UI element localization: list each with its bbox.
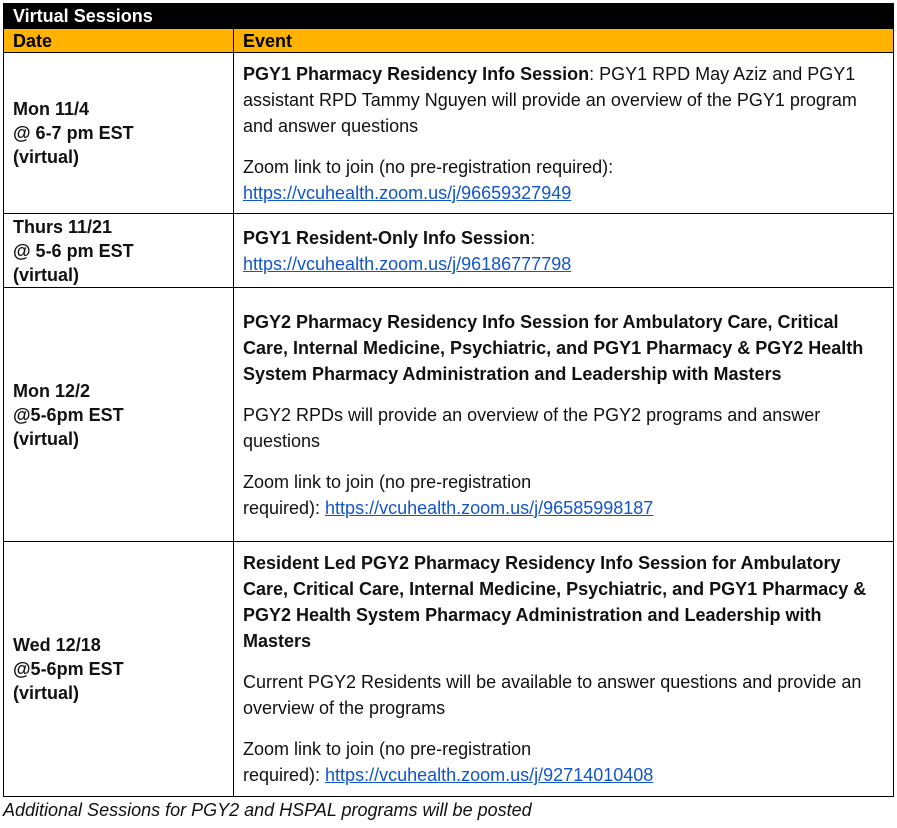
date-column-header: Date — [4, 29, 234, 53]
session-date: Mon 11/4 @ 6-7 pm EST (virtual) — [4, 53, 234, 214]
zoom-label: Zoom link to join (no pre-registration — [243, 471, 532, 492]
table-title: Virtual Sessions — [4, 4, 894, 29]
table-row — [4, 542, 894, 797]
event-column-header: Event — [234, 29, 894, 53]
zoom-label: Zoom link to join (no pre-registration — [243, 739, 532, 759]
table-title-row — [4, 4, 894, 29]
sessions-document — [3, 3, 893, 821]
session-date: Thurs 11/21 @ 5-6 pm EST (virtual) — [4, 214, 234, 288]
zoom-link[interactable]: https://vcuhealth.zoom.us/j/92714010408 — [325, 765, 654, 785]
table-row — [4, 288, 894, 542]
session-event: PGY1 Resident-Only Info Session: https://vcuhealth.zoom.us/j/96186777798 — [234, 214, 894, 288]
session-date: Mon 12/2 @5-6pm EST (virtual) — [4, 288, 234, 542]
table-row — [4, 214, 894, 288]
zoom-link[interactable]: https://vcuhealth.zoom.us/j/96186777798 — [243, 253, 572, 274]
session-title: PGY1 Resident-Only Info Session — [243, 227, 531, 248]
session-title: Resident Led PGY2 Pharmacy Residency Info Session for Ambulatory Care, Critical Care, Internal Medicine, Psychiatric, and PGY1 Pharmacy & PGY2 Health System Pharmacy Administration and Leadership with Masters — [243, 553, 867, 651]
zoom-label: Zoom link to join (no pre-registration required): — [243, 156, 614, 177]
session-title: PGY1 Pharmacy Residency Info Session — [243, 63, 590, 84]
session-description: : PGY1 RPD May Aziz and PGY1 assistant RPD Tammy Nguyen will provide an overview of the PGY1 program and answer questions — [243, 63, 857, 136]
zoom-link[interactable]: https://vcuhealth.zoom.us/j/96585998187 — [325, 497, 654, 518]
session-title: PGY2 Pharmacy Residency Info Session for Ambulatory Care, Critical Care, Internal Medicine, Psychiatric, and PGY1 Pharmacy & PGY2 Health System Pharmacy Administration and Leadership with Masters — [243, 311, 864, 384]
table-header-row — [4, 29, 894, 53]
footer-note: Additional Sessions for PGY2 and HSPAL programs will be posted — [3, 800, 532, 820]
session-description: PGY2 RPDs will provide an overview of the PGY2 programs and answer questions — [243, 404, 821, 451]
zoom-link[interactable]: https://vcuhealth.zoom.us/j/96659327949 — [243, 182, 572, 203]
virtual-sessions-table — [3, 3, 894, 797]
table-row — [4, 53, 894, 214]
session-date: Wed 12/18 @5-6pm EST (virtual) — [4, 542, 234, 797]
session-event: Resident Led PGY2 Pharmacy Residency Info Session for Ambulatory Care, Critical Care, Internal Medicine, Psychiatric, and PGY1 Pharmacy & PGY2 Health System Pharmacy Administration and Leadership with Masters Current PGY2 Residents will be available to answer questions and provide an overview of the programs Zoom link to join (no pre-registration required): https://vcuhealth.zoom.us/j/92714010408 — [234, 542, 894, 797]
session-event: PGY2 Pharmacy Residency Info Session for Ambulatory Care, Critical Care, Internal Medicine, Psychiatric, and PGY1 Pharmacy & PGY2 Health System Pharmacy Administration and Leadership with Masters PGY2 RPDs will provide an overview of the PGY2 programs and answer questions Zoom link to join (no pre-registration required): https://vcuhealth.zoom.us/j/96585998187 — [234, 288, 894, 542]
session-event — [234, 53, 894, 214]
session-description: Current PGY2 Residents will be available to answer questions and provide an overview of the programs — [243, 672, 862, 718]
